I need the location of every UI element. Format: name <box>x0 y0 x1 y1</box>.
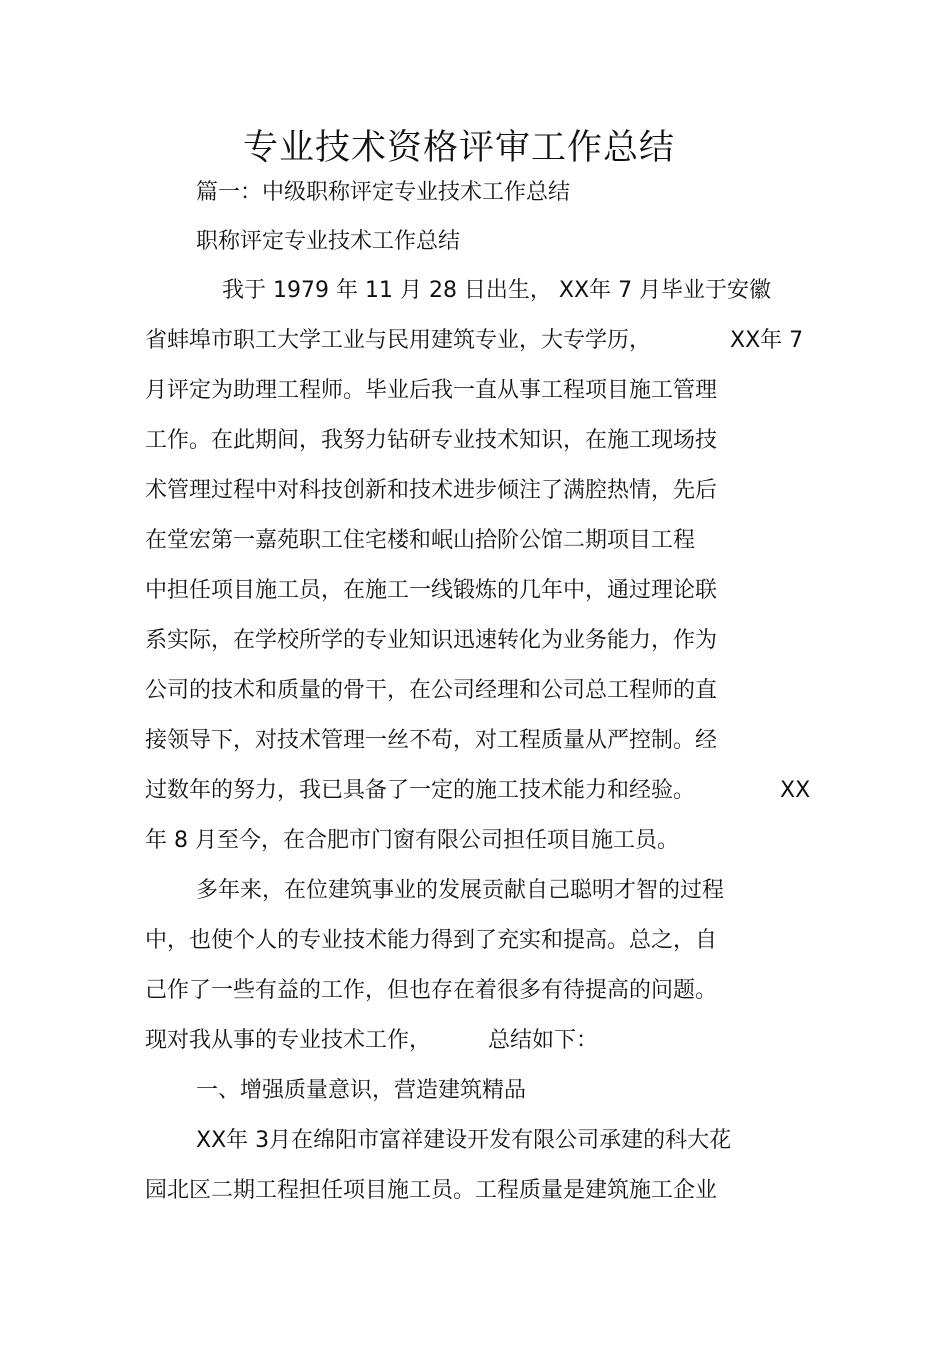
paragraph-line: 过数年的努力，我已具备了一定的施工技术能力和经验。 <box>145 778 696 803</box>
paragraph-line: 月评定为助理工程师。毕业后我一直从事工程项目施工管理 <box>145 378 718 403</box>
paragraph-line: 在堂宏第一嘉苑职工住宅楼和岷山拾阶公馆二期项目工程 <box>145 528 696 553</box>
paragraph-line: XX年 7 <box>730 328 804 353</box>
paragraph-line: XX <box>780 778 811 803</box>
paragraph-line: 省蚌埠市职工大学工业与民用建筑专业，大专学历， <box>145 328 652 353</box>
paragraph-line: 多年来，在位建筑事业的发展贡献自己聪明才智的过程 <box>196 878 725 903</box>
paragraph-line: 公司的技术和质量的骨干，在公司经理和公司总工程师的直 <box>145 678 718 703</box>
paragraph-line: XX年 3月在绵阳市富祥建设开发有限公司承建的科大花 <box>196 1128 732 1153</box>
paragraph-line: 中担任项目施工员，在施工一线锻炼的几年中，通过理论联 <box>145 578 718 603</box>
paragraph-line: 术管理过程中对科技创新和技术进步倾注了满腔热情，先后 <box>145 478 718 503</box>
paragraph-line: 接领导下，对技术管理一丝不苟，对工程质量从严控制。经 <box>145 728 718 753</box>
paragraph-line: 园北区二期工程担任项目施工员。工程质量是建筑施工企业 <box>145 1178 718 1203</box>
section-heading: 一、增强质量意识，营造建筑精品 <box>196 1078 527 1103</box>
paragraph-line: 我于 1979 年 11 月 28 日出生， XX年 7 月毕业于安徽 <box>222 278 772 303</box>
paragraph-line: 系实际，在学校所学的专业知识迅速转化为业务能力，作为 <box>145 628 718 653</box>
paragraph-line: 总结如下： <box>488 1028 599 1053</box>
paragraph-line: 工作。在此期间，我努力钻研专业技术知识，在施工现场技 <box>145 428 718 453</box>
paragraph-line: 年 8 月至今，在合肥市门窗有限公司担任项目施工员。 <box>145 828 679 853</box>
subheading-summary: 职称评定专业技术工作总结 <box>196 229 461 254</box>
paragraph-line: 中，也使个人的专业技术能力得到了充实和提高。总之，自 <box>145 928 718 953</box>
paragraph-line: 现对我从事的专业技术工作， <box>145 1028 432 1053</box>
paragraph-line: 己作了一些有益的工作，但也存在着很多有待提高的问题。 <box>145 978 718 1003</box>
document-title: 专业技术资格评审工作总结 <box>242 128 675 168</box>
subheading-chapter: 篇一：中级职称评定专业技术工作总结 <box>196 180 571 205</box>
